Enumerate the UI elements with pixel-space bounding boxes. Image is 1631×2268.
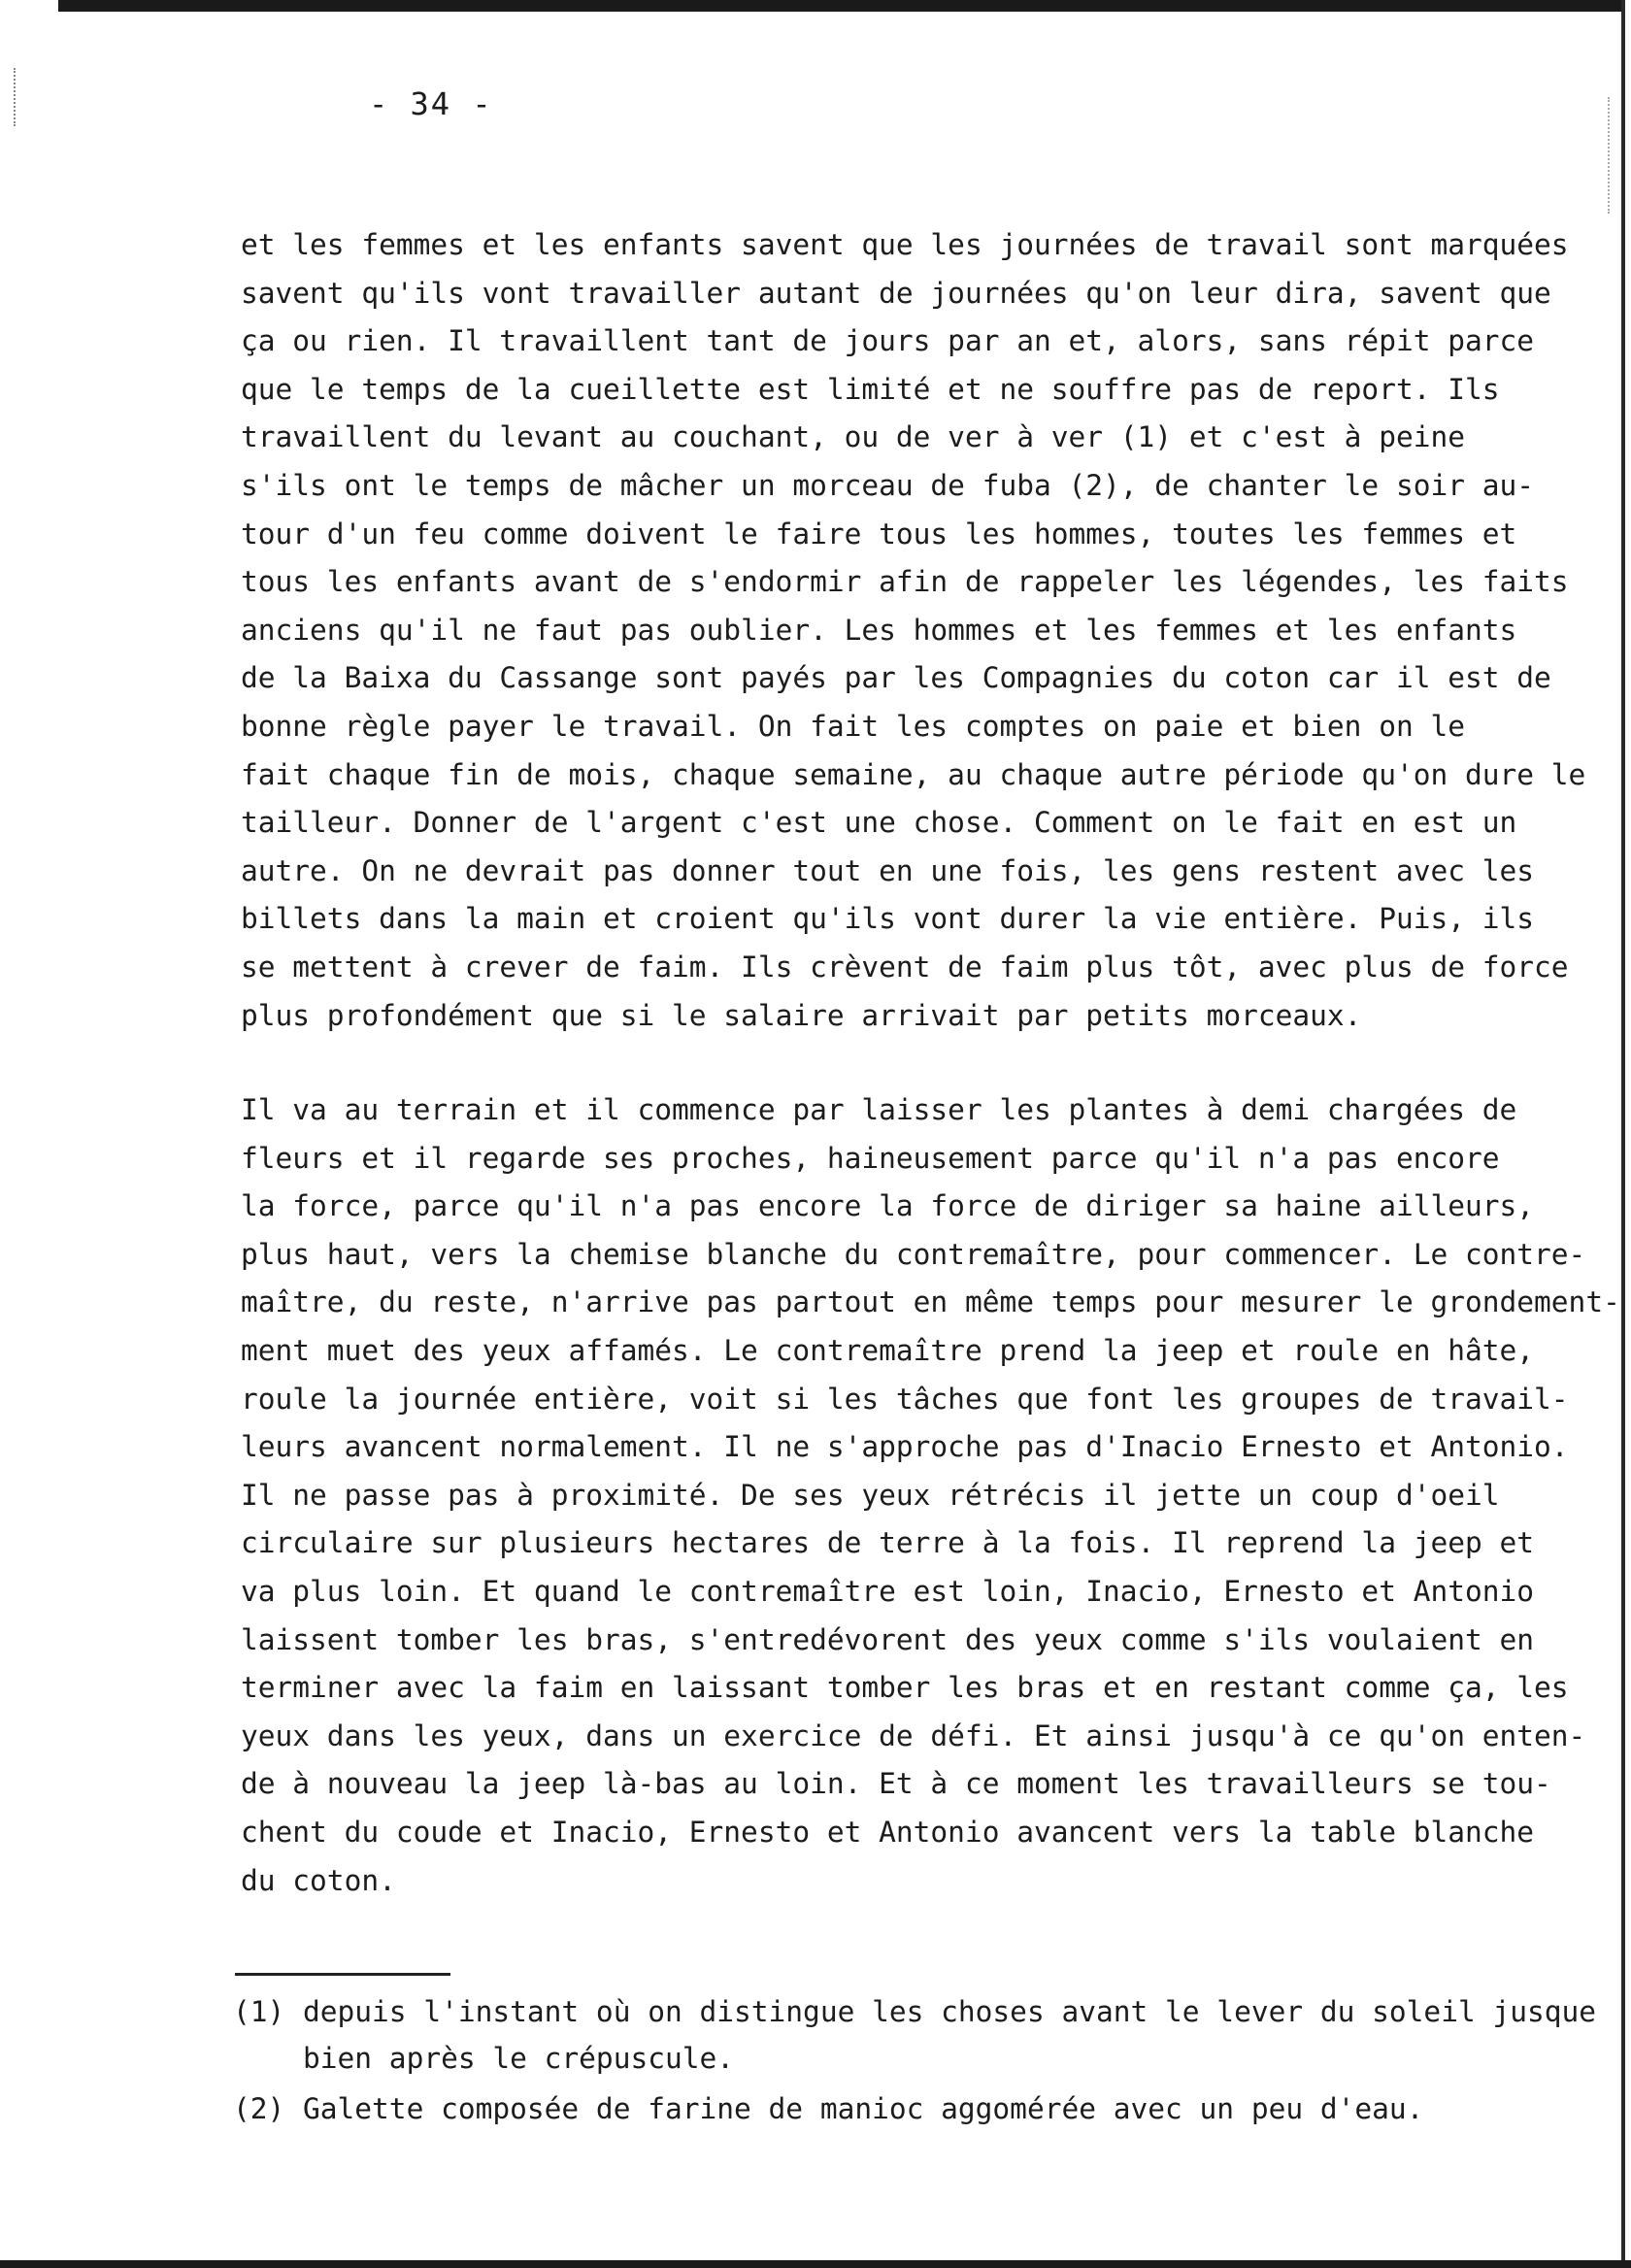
text-line: la force, parce qu'il n'a pas encore la force de diriger sa haine ailleurs, <box>241 1189 1535 1223</box>
body-text <box>241 221 1619 1905</box>
text-line: roule la journée entière, voit si les tâches que font les groupes de travail- <box>241 1382 1569 1416</box>
text-line: que le temps de la cueillette est limité et ne souffre pas de report. Ils <box>241 372 1500 406</box>
footnote-text: depuis l'instant où on distingue les choses avant le lever du soleil jusque <box>303 1995 1597 2028</box>
text-line: fleurs et il regarde ses proches, haineusement parce qu'il n'a pas encore <box>241 1141 1500 1175</box>
top-scan-border <box>0 0 1621 12</box>
text-line: chent du coude et Inacio, Ernesto et Antonio avancent vers la table blanche <box>241 1816 1535 1849</box>
text-line: plus haut, vers la chemise blanche du contremaître, pour commencer. Le contre- <box>241 1237 1586 1271</box>
footnote-marker: (2) <box>233 2092 285 2125</box>
right-margin-marks <box>1608 97 1612 214</box>
text-line: s'ils ont le temps de mâcher un morceau de fuba (2), de chanter le soir au- <box>241 468 1535 502</box>
footnote-2 <box>233 2085 1621 2132</box>
text-line: maître, du reste, n'arrive pas partout en même temps pour mesurer le grondement- <box>241 1285 1620 1319</box>
text-line: se mettent à crever de faim. Ils crèvent de faim plus tôt, avec plus de force <box>241 950 1569 984</box>
footnote-1 <box>233 1988 1621 2082</box>
text-line: et les femmes et les enfants savent que les journées de travail sont marquées <box>241 228 1569 261</box>
text-line: plus profondément que si le salaire arrivait par petits morceaux. <box>241 998 1362 1032</box>
bottom-scan-border <box>0 2260 1631 2268</box>
text-line: travaillent du levant au couchant, ou de ver à ver (1) et c'est à peine <box>241 420 1465 454</box>
text-line: Il ne passe pas à proximité. De ses yeux rétrécis il jette un coup d'oeil <box>241 1478 1500 1512</box>
text-line: terminer avec la faim en laissant tomber les bras et en restant comme ça, les <box>241 1671 1569 1705</box>
text-line: de à nouveau la jeep là-bas au loin. Et à ce moment les travailleurs se tou- <box>241 1767 1551 1801</box>
text-line: tailleur. Donner de l'argent c'est une chose. Comment on le fait en est un <box>241 806 1517 840</box>
text-line: laissent tomber les bras, s'entredévorent des yeux comme s'ils voulaient en <box>241 1622 1535 1656</box>
paragraph-1 <box>241 221 1619 1040</box>
text-line: va plus loin. Et quand le contremaître est loin, Inacio, Ernesto et Antonio <box>241 1575 1535 1609</box>
right-scan-border <box>1621 0 1625 2268</box>
footnote-text: bien après le crépuscule. <box>303 2042 735 2075</box>
page-number: - 34 - <box>369 85 493 122</box>
text-line: anciens qu'il ne faut pas oublier. Les hommes et les femmes et les enfants <box>241 613 1517 647</box>
text-line: tous les enfants avant de s'endormir afin de rappeler les légendes, les faits <box>241 565 1569 599</box>
text-line: leurs avancent normalement. Il ne s'approche pas d'Inacio Ernesto et Antonio. <box>241 1430 1569 1464</box>
left-margin-marks <box>14 68 17 126</box>
text-line: yeux dans les yeux, dans un exercice de défi. Et ainsi jusqu'à ce qu'on enten- <box>241 1718 1586 1752</box>
footnote-text: Galette composée de farine de manioc aggomérée avec un peu d'eau. <box>303 2092 1424 2125</box>
text-line: du coton. <box>241 1863 396 1897</box>
text-line: autre. On ne devrait pas donner tout en une fois, les gens restent avec les <box>241 853 1535 887</box>
text-line: billets dans la main et croient qu'ils vont durer la vie entière. Puis, ils <box>241 902 1535 936</box>
text-line: ment muet des yeux affamés. Le contremaître prend la jeep et roule en hâte, <box>241 1334 1535 1368</box>
text-line: circulaire sur plusieurs hectares de terre à la fois. Il reprend la jeep et <box>241 1526 1535 1560</box>
text-line: Il va au terrain et il commence par laisser les plantes à demi chargées de <box>241 1093 1517 1127</box>
paragraph-2 <box>241 1086 1619 1905</box>
text-line: bonne règle payer le travail. On fait les comptes on paie et bien on le <box>241 709 1465 743</box>
text-line: ça ou rien. Il travaillent tant de jours par an et, alors, sans répit parce <box>241 324 1535 358</box>
text-line: fait chaque fin de mois, chaque semaine, au chaque autre période qu'on dure le <box>241 757 1586 791</box>
text-line: savent qu'ils vont travailler autant de journées qu'on leur dira, savent que <box>241 276 1551 310</box>
footnotes <box>233 1988 1621 2132</box>
top-border-notch <box>0 0 58 16</box>
text-line: de la Baixa du Cassange sont payés par les Compagnies du coton car il est de <box>241 661 1551 695</box>
footnote-separator <box>235 1973 450 1976</box>
text-line: tour d'un feu comme doivent le faire tous les hommes, toutes les femmes et <box>241 517 1517 550</box>
footnote-marker: (1) <box>233 1995 285 2028</box>
